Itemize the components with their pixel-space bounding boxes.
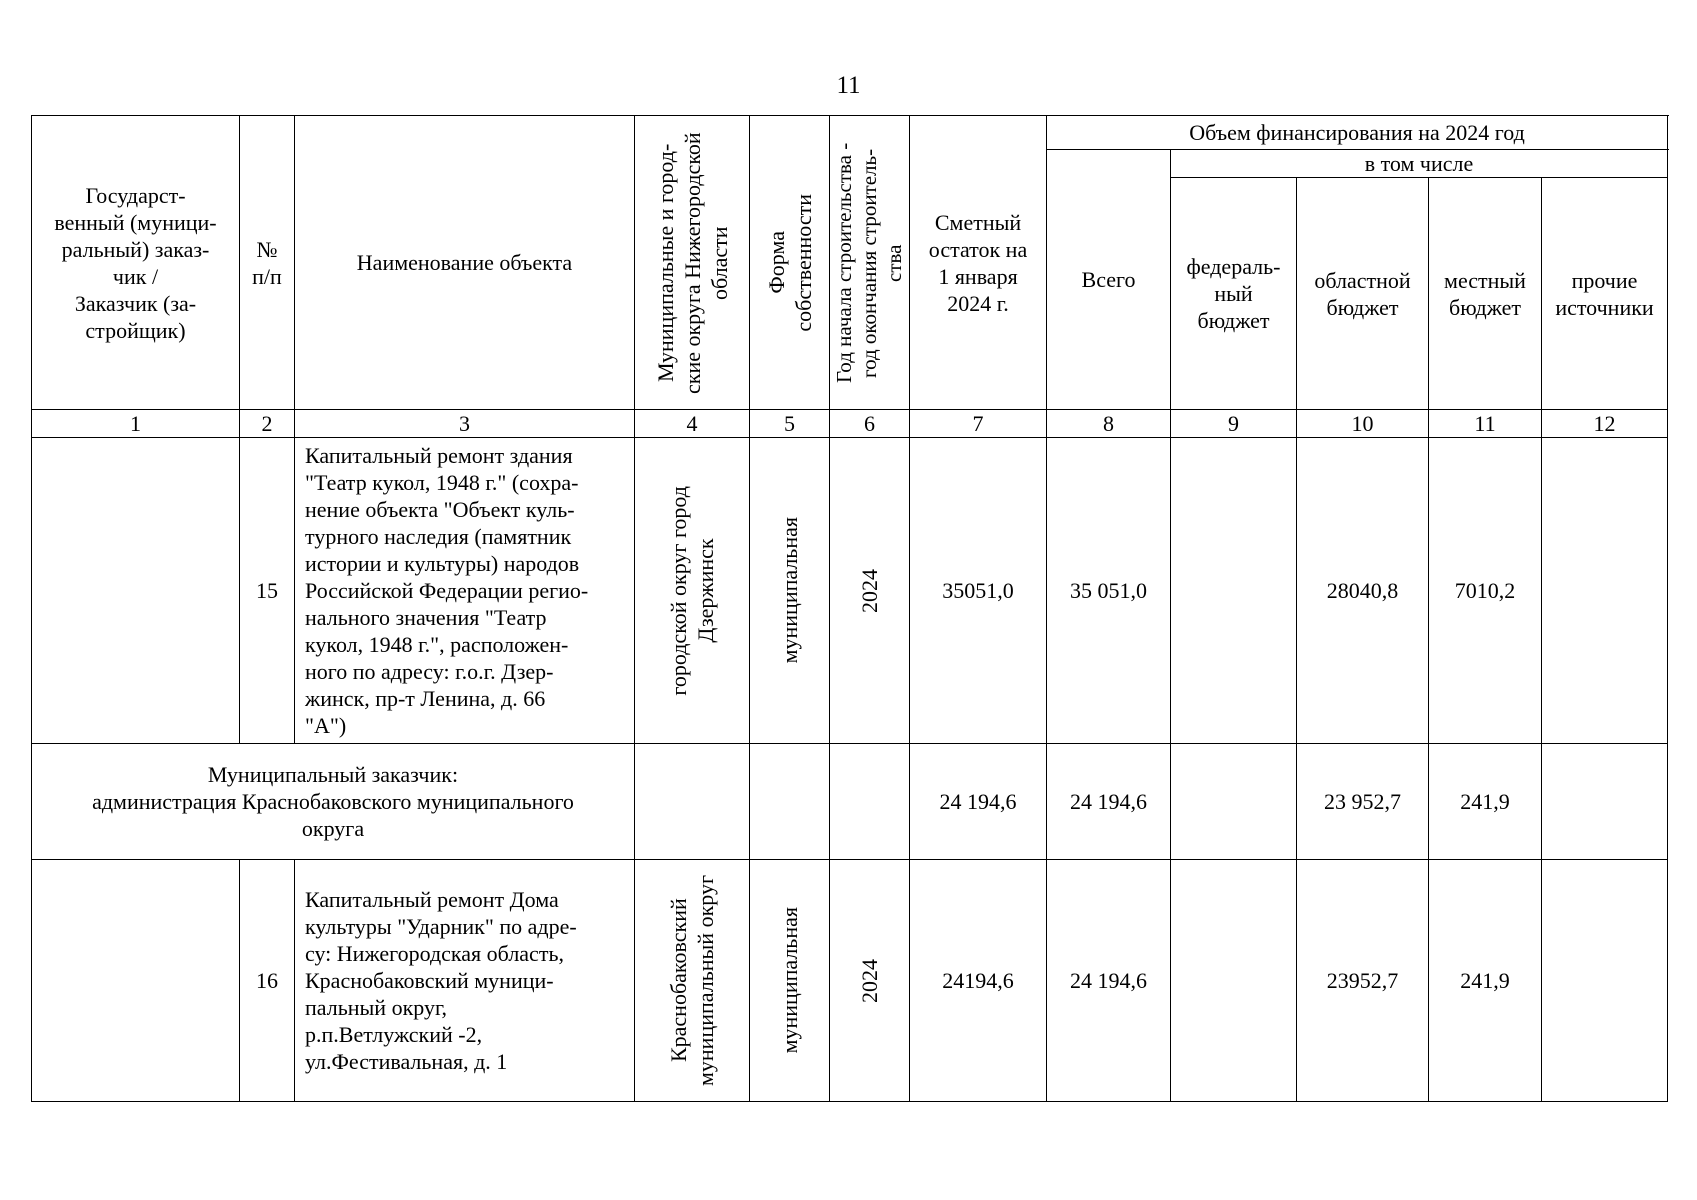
row-years: 2024 — [857, 958, 882, 1003]
subtotal-empty — [830, 744, 910, 860]
subtotal-federal — [1171, 744, 1297, 860]
column-number: 7 — [910, 410, 1047, 438]
row-local: 7010,2 — [1429, 438, 1542, 744]
column-number: 6 — [830, 410, 910, 438]
column-number: 9 — [1171, 410, 1297, 438]
financing-table — [31, 115, 1668, 1102]
row-object-name: Капитальный ремонт здания "Театр кукол, 1948 г." (сохра- нение объекта "Объект куль- турного наследия (памятник истории и культуры) народов Российской Федерации регио- нального значения "Театр кукол, 1948 г.", расположен- ного по адресу: г.о.г. Дзер- жинск, пр-т Ленина, д. 66 "А") — [295, 438, 635, 744]
row-customer — [32, 860, 240, 1102]
header-years: Год начала строительства - год окончания строитель- ства — [832, 142, 906, 383]
header-estimated-balance: Сметный остаток на 1 января 2024 г. — [910, 116, 1047, 410]
header-years-cell — [830, 116, 910, 410]
row-years: 2024 — [857, 568, 882, 613]
row-number: 15 — [240, 438, 295, 744]
header-municipal: Муниципальные и город- ские округа Нижегородской области — [652, 131, 732, 394]
row-other — [1542, 860, 1668, 1102]
header-regional: областной бюджет — [1297, 178, 1429, 410]
row-regional: 23952,7 — [1297, 860, 1429, 1102]
column-number: 2 — [240, 410, 295, 438]
row-municipal-cell — [635, 860, 750, 1102]
column-number: 5 — [750, 410, 830, 438]
row-ownership: муниципальная — [777, 907, 802, 1054]
row-years-cell — [830, 438, 910, 744]
row-regional: 28040,8 — [1297, 438, 1429, 744]
row-total: 35 051,0 — [1047, 438, 1171, 744]
row-municipal: Краснобаковский муниципальный округ — [666, 874, 718, 1086]
row-ownership-cell — [750, 860, 830, 1102]
column-number: 8 — [1047, 410, 1171, 438]
subtotal-total: 24 194,6 — [1047, 744, 1171, 860]
header-federal: федераль- ный бюджет — [1171, 178, 1297, 410]
subtotal-local: 241,9 — [1429, 744, 1542, 860]
row-municipal: городской округ город Дзержинск — [666, 485, 718, 696]
header-including: в том числе — [1171, 150, 1668, 178]
column-number: 11 — [1429, 410, 1542, 438]
header-row-1 — [32, 116, 1668, 150]
subtotal-row — [32, 744, 1668, 860]
header-municipal-cell — [635, 116, 750, 410]
header-ownership-cell — [750, 116, 830, 410]
row-estimated-balance: 35051,0 — [910, 438, 1047, 744]
header-total: Всего — [1047, 150, 1171, 410]
header-customer: Государст- венный (муници- pальный) заказ- чик / Заказчик (за- стройщик) — [32, 116, 240, 410]
subtotal-estimated-balance: 24 194,6 — [910, 744, 1047, 860]
column-number-row — [32, 410, 1668, 438]
row-estimated-balance: 24194,6 — [910, 860, 1047, 1102]
column-number: 4 — [635, 410, 750, 438]
header-local: местный бюджет — [1429, 178, 1542, 410]
row-years-cell — [830, 860, 910, 1102]
header-other: прочие источники — [1542, 178, 1668, 410]
row-municipal-cell — [635, 438, 750, 744]
header-number: № п/п — [240, 116, 295, 410]
row-ownership: муниципальная — [777, 517, 802, 664]
subtotal-label: Муниципальный заказчик: администрация Краснобаковского муниципального округа — [32, 744, 635, 860]
column-number: 3 — [295, 410, 635, 438]
column-number: 10 — [1297, 410, 1429, 438]
subtotal-empty — [635, 744, 750, 860]
subtotal-regional: 23 952,7 — [1297, 744, 1429, 860]
row-local: 241,9 — [1429, 860, 1542, 1102]
row-number: 16 — [240, 860, 295, 1102]
table-row — [32, 860, 1668, 1102]
row-ownership-cell — [750, 438, 830, 744]
row-other — [1542, 438, 1668, 744]
row-federal — [1171, 860, 1297, 1102]
header-funding-group: Объем финансирования на 2024 год — [1047, 116, 1668, 150]
subtotal-other — [1542, 744, 1668, 860]
header-ownership: Форма собственности — [763, 193, 816, 332]
column-number: 12 — [1542, 410, 1668, 438]
row-object-name: Капитальный ремонт Дома культуры "Ударник" по адре- су: Нижегородская область, Краснобаковский муници- пальный округ, р.п.Ветлужский -2, ул.Фестивальная, д. 1 — [295, 860, 635, 1102]
row-customer — [32, 438, 240, 744]
subtotal-empty — [750, 744, 830, 860]
table-row — [32, 438, 1668, 744]
column-number: 1 — [32, 410, 240, 438]
row-total: 24 194,6 — [1047, 860, 1171, 1102]
page-number: 11 — [836, 72, 861, 99]
header-object-name: Наименование объекта — [295, 116, 635, 410]
row-federal — [1171, 438, 1297, 744]
